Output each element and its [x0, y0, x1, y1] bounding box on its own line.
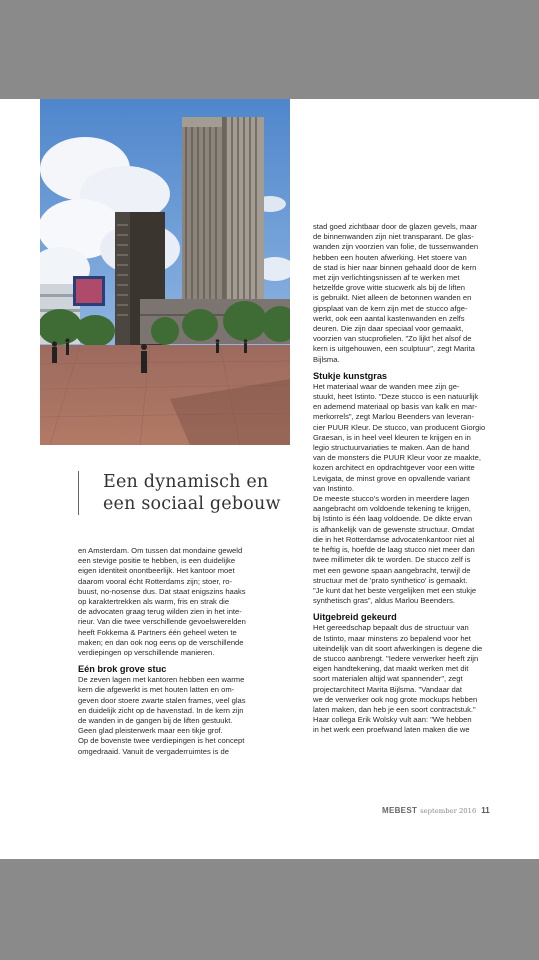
text-line: soort materialen altijd wat spannender", zegt: [313, 674, 463, 684]
text-line: Levigata, de minst grove en opvallende variant: [313, 473, 471, 483]
article-title: [78, 471, 343, 515]
section-heading: Uitgebreid gekeurd: [313, 612, 397, 623]
text-line: eigen identiteit onontbeerlijk. Het kantoor moet: [78, 566, 235, 576]
right-intro: [313, 222, 503, 365]
text-line: te heftig is, hoefde de laag stucco niet meer dan: [313, 545, 475, 555]
text-line: en Amsterdam. Om tussen dat mondaine geweld: [78, 546, 243, 555]
right-section-2: [313, 382, 503, 606]
text-line: synthetisch gras", aldus Marlou Beenders.: [313, 596, 455, 606]
text-line: deuren. Die zijn daar speciaal voor gemaakt,: [313, 324, 464, 334]
text-line: hetzelfde grove witte stucwerk als bij de liften: [313, 283, 465, 293]
text-line: de wanden in de gangen bij de liften gestuukt.: [78, 716, 233, 726]
text-line: voorzien van stucprofielen. "Zo lijkt het alsof de: [313, 334, 472, 344]
text-line: omgedraaid. Vanuit de vergaderruimtes is de: [78, 746, 229, 756]
section-heading: Eén brok grove stuc: [78, 664, 167, 675]
text-line: is afhankelijk van de gewenste structuur. Omdat: [313, 524, 475, 534]
text-line: maken; en dan ook nog eens op de verschillende: [78, 637, 244, 647]
text-line: Het materiaal waar de wanden mee zijn ge-: [313, 381, 460, 391]
text-line: kozen architect en opdrachtgever voor een witte: [313, 463, 475, 473]
text-line: aangebracht om voldoende tekening te krijgen,: [313, 504, 471, 514]
text-line: gipsplaat van de kern zijn met de stucco afge-: [313, 303, 468, 313]
text-line: stad goed zichtbaar door de glazen gevels, maar: [313, 222, 478, 231]
text-line: De meeste stucco's worden in meerdere lagen: [313, 494, 470, 504]
right-column: [313, 222, 503, 736]
text-line: van Instinto.: [313, 483, 354, 493]
text-line: Geen glad pleisterwerk maar een tikje grof.: [78, 726, 223, 736]
text-line: rieur. Van die twee verschillende gevoelswerelden: [78, 617, 246, 627]
text-line: projectarchitect Marita Bijlsma. "Vandaar dat: [313, 684, 463, 694]
text-line: De zeven lagen met kantoren hebben een warme: [78, 675, 245, 685]
text-line: buust, no-nosense dus. Dat staat enigszins haaks: [78, 586, 246, 596]
text-line: heeft Fokkema & Partners één geheel weten te: [78, 627, 237, 637]
section-heading: Stukje kunstgras: [313, 370, 388, 381]
text-line: de binnenwanden zijn niet transparant. De glas-: [313, 232, 474, 242]
left-column: [78, 546, 293, 757]
building-illustration: [40, 99, 290, 445]
text-line: de advocaten graag terug wilden zien in het inte-: [78, 607, 242, 617]
magazine-brand: MEBEST: [382, 806, 418, 815]
text-line: en duidelijk zicht op de havenstad. In de kern zijn: [78, 705, 244, 715]
title-line-1: Een dynamisch en: [103, 472, 269, 492]
text-line: Op de bovenste twee verdiepingen is het concept: [78, 736, 245, 746]
text-line: bij Istinto is één laag voldoende. De dikte ervan: [313, 514, 473, 524]
left-section-1: [78, 675, 293, 757]
text-line: Haar collega Erik Wolsky vult aan: "We hebben: [313, 715, 472, 725]
text-line: Bijlsma.: [313, 354, 340, 364]
text-line: werkt, ook een aantal kastenwanden en zelfs: [313, 313, 465, 323]
right-section-3: [313, 623, 503, 735]
text-line: legio structuurvariaties te maken. Aan de hand: [313, 443, 470, 453]
text-line: stuukt, heet Istinto. "Deze stucco is een natuurlijk: [313, 392, 479, 402]
text-line: en ademend materiaal op basis van kalk en mar-: [313, 402, 478, 412]
left-intro: [78, 546, 293, 658]
text-line: twee millimeter dik te worden. De stucco zelf is: [313, 555, 471, 565]
text-line: verdiepingen op verschillende manieren.: [78, 648, 215, 658]
building-photo: [40, 99, 290, 445]
text-line: daarom vooral écht Rotterdams zijn; stoer, ro-: [78, 576, 233, 586]
text-line: in het werk een proefwand laten maken die we: [313, 725, 470, 735]
text-line: cier PUUR Kleur. De stucco, van producent Giorgio: [313, 422, 486, 432]
text-line: die in het Rotterdamse advocatenkantoor niet al: [313, 534, 475, 544]
text-line: Het gereedschap bepaalt dus de structuur van: [313, 623, 469, 633]
text-line: kern is uitgehouwen, een sculptuur", zegt Marita: [313, 344, 475, 354]
issue-date: september 2016: [420, 807, 477, 815]
text-line: wanden zijn voorzien van folie, de tussenwanden: [313, 242, 479, 252]
text-line: de stucco aanbrengt. "Iedere verwerker heeft zijn: [313, 653, 479, 663]
text-line: we de verwerker ook nog grote mockups hebben: [313, 694, 478, 704]
text-line: eigen handtekening, dat maakt werken met dit: [313, 664, 469, 674]
page-number: 11: [481, 806, 490, 815]
title-line-2: een sociaal gebouw: [103, 494, 281, 514]
text-line: structuur met de 'prato synthetico' is gemaakt.: [313, 575, 468, 585]
text-line: de stad is hier naar binnen gehaald door de kern: [313, 262, 477, 272]
magazine-page: [0, 99, 539, 859]
text-line: Graesan, is in heel veel kleuren te krijgen en in: [313, 432, 471, 442]
text-line: merkorrels", zegt Marlou Beenders van leveran-: [313, 412, 474, 422]
text-line: op karaktertrekken als warm, fris en strak die: [78, 597, 230, 607]
text-line: de Istinto, maar minstens zo bepalend voor het: [313, 633, 471, 643]
text-line: uiteindelijk van dit soort afwerkingen is degene die: [313, 643, 483, 653]
text-line: geven door stoere zwarte stalen frames, veel glas: [78, 695, 246, 705]
text-line: "Je kunt dat het beste vergelijken met een stukje: [313, 585, 477, 595]
text-line: van de monsters die PUUR Kleur voor ze maakte,: [313, 453, 481, 463]
text-line: laten maken, dan heb je een soort contractstuk.": [313, 704, 476, 714]
text-line: hebben een houten afwerking. Het stoere van: [313, 252, 467, 262]
text-line: met zijn verlichtingsnissen af te werken met: [313, 273, 460, 283]
text-line: is gebruikt. Niet alleen de betonnen wanden en: [313, 293, 472, 303]
text-line: met een gewone spaan aangebracht, terwijl de: [313, 565, 471, 575]
page-footer: [382, 806, 490, 815]
text-line: een stevige positie te hebben, is een duidelijke: [78, 556, 236, 566]
text-line: kern die afgewerkt is met houten latten en om-: [78, 685, 235, 695]
